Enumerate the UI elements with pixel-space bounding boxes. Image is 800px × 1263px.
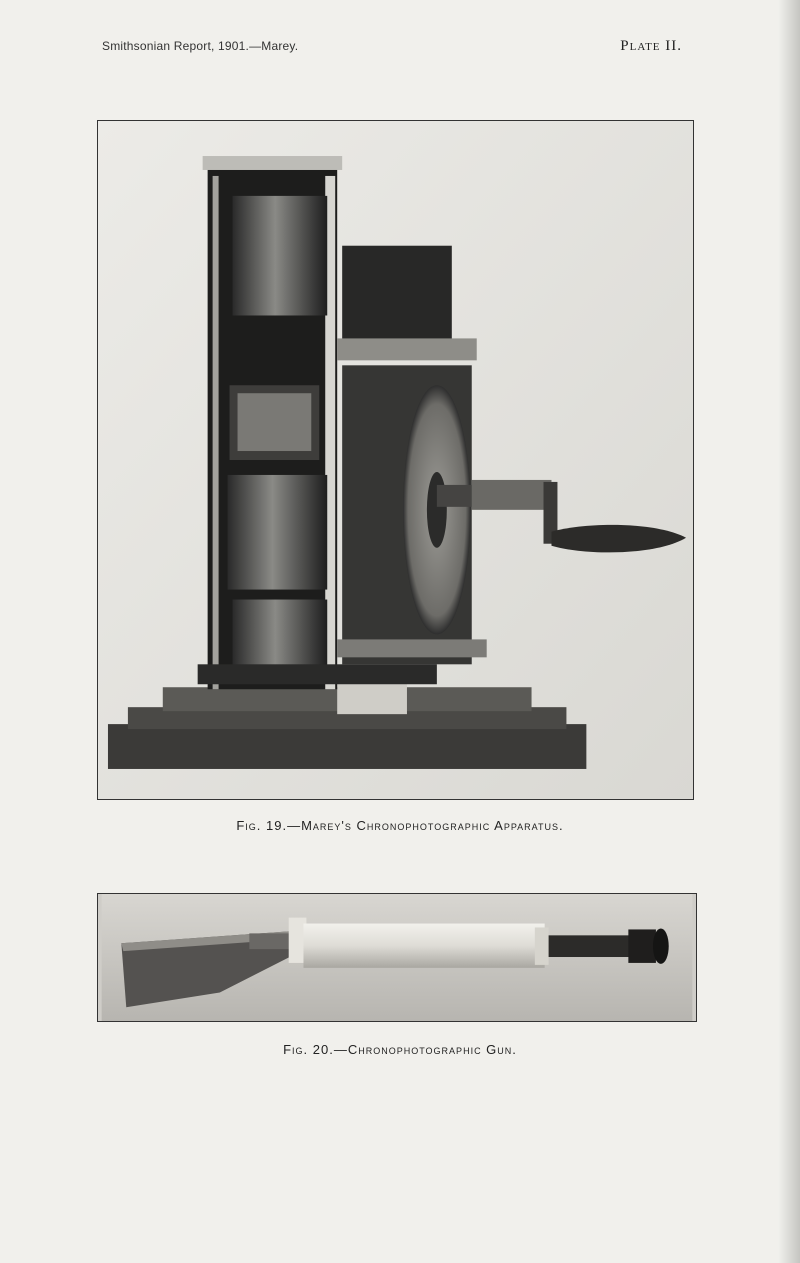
figure-19-caption: Fig. 19.—Marey's Chronophotographic Apparatus.: [236, 818, 564, 833]
page-edge-shadow: [778, 0, 800, 1263]
plate-number: Plate II.: [620, 38, 682, 54]
figure-20-caption: Fig. 20.—Chronophotographic Gun.: [283, 1042, 517, 1057]
figure-19-photo: [97, 120, 694, 800]
figure-20-photo: [97, 893, 697, 1022]
running-header: Smithsonian Report, 1901.—Marey.: [102, 39, 299, 53]
